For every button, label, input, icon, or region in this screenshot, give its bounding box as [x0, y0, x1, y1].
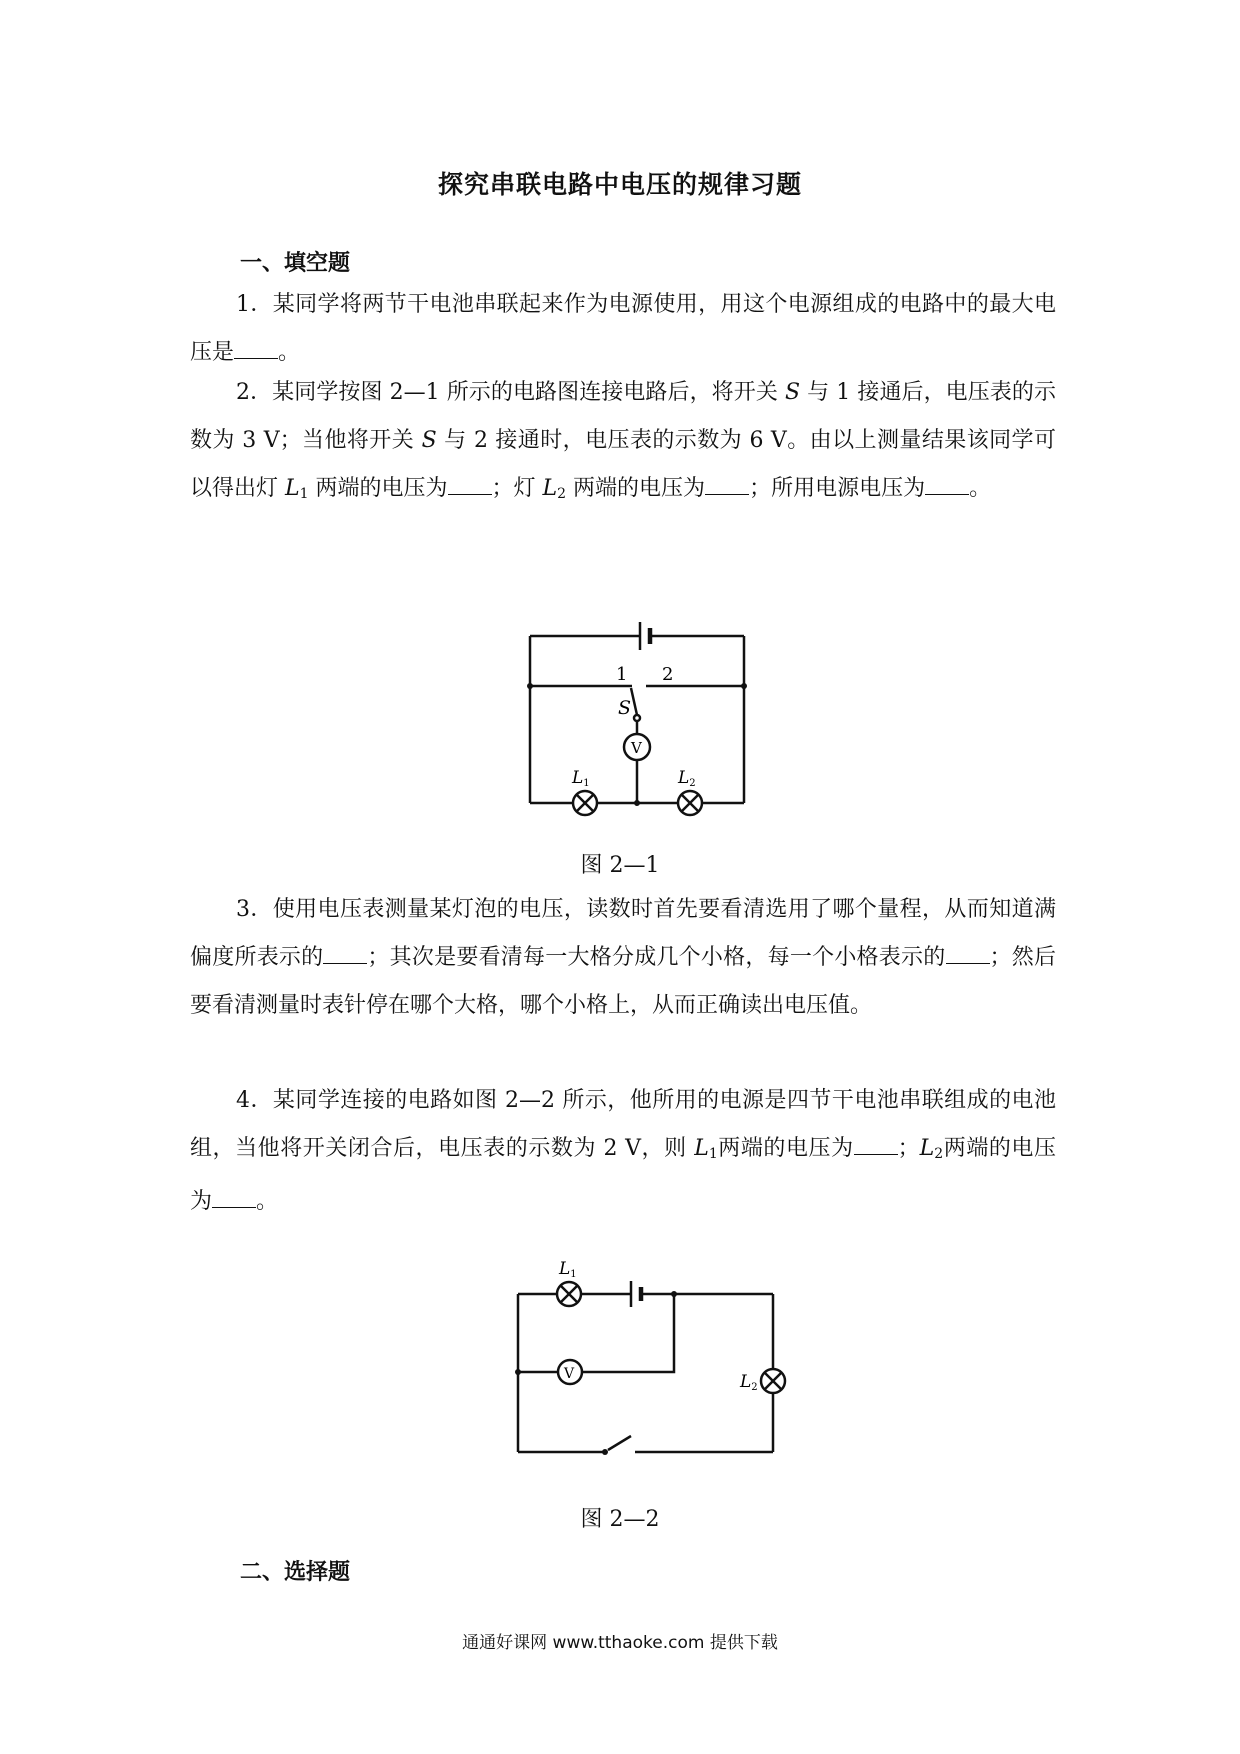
q3-text-b: ；其次是要看清每一大格分成几个小格，每一个小格表示的 — [367, 945, 946, 970]
q4-end: 。 — [256, 1189, 279, 1214]
fig1-voltmeter-label: V — [631, 739, 642, 757]
fig2-switch-blade — [608, 1436, 631, 1450]
q2-end: 。 — [969, 476, 992, 501]
q4-lamp2-sub: 2 — [934, 1146, 944, 1162]
question-2 — [190, 369, 1056, 518]
q2-lamp2-symbol: L — [542, 476, 558, 501]
fig1-terminal-1-label: 1 — [616, 664, 628, 685]
q4-blank-2[interactable] — [212, 1189, 256, 1208]
q2-number: 2． — [236, 380, 273, 405]
q3-number: 3． — [236, 897, 273, 922]
q2-text-a: 某同学按图 2—1 所示的电路图连接电路后，将开关 — [272, 380, 785, 405]
q2-blank-2[interactable] — [705, 476, 749, 495]
q2-text-b: 与 1 接通后，电压表的示数为 3 V；当他将开关 — [190, 380, 1056, 453]
fig2-voltmeter-label: V — [564, 1366, 575, 1382]
q2-switch-symbol-2: S — [421, 428, 437, 453]
fig1-switch-label: S — [618, 697, 632, 719]
q1-end: 。 — [278, 340, 301, 365]
question-3 — [190, 886, 1056, 1030]
fig1-terminal-2-label: 2 — [662, 664, 674, 685]
q3-text-a: 使用电压表测量某灯泡的电压，读数时首先要看清选用了哪个量程，从而知道满偏度所表示的 — [190, 897, 1056, 970]
section-multiple-choice: 二、选择题 — [240, 1560, 351, 1585]
q2-text-e: ；灯 — [491, 476, 543, 501]
fig2-voltmeter-branch — [518, 1294, 674, 1372]
q2-blank-1[interactable] — [448, 476, 492, 495]
q4-lamp1-sub: 1 — [708, 1146, 718, 1162]
q4-lamp1-symbol: L — [694, 1136, 709, 1161]
q4-text-a: 某同学连接的电路如图 2—2 所示，他所用的电源是四节干电池串联组成的电池组，当他将开关闭合后，电压表的示数为 2 V，则 — [190, 1088, 1057, 1161]
q2-blank-3[interactable] — [925, 476, 969, 495]
page-footer: 通通好课网 www.tthaoke.com 提供下载 — [462, 1633, 778, 1653]
q4-number: 4． — [236, 1088, 273, 1113]
q4-blank-1[interactable] — [854, 1136, 898, 1155]
page-title: 探究串联电路中电压的规律习题 — [437, 170, 802, 199]
section-fill-in-blank: 一、填空题 — [240, 251, 351, 276]
fig2-lamp-1-label: L1 — [559, 1259, 577, 1280]
q2-text-g: ；所用电源电压为 — [749, 476, 926, 501]
q3-blank-2[interactable] — [946, 945, 990, 964]
figure-2-1-caption: 图 2—1 — [580, 853, 660, 878]
fig1-switch-blade — [631, 688, 637, 715]
q1-text: 某同学将两节干电池串联起来作为电源使用，用这个电源组成的电路中的最大电压是 — [190, 292, 1056, 365]
fig1-lamp-1-label: L1 — [572, 768, 590, 789]
fig1-lamp-2-label: L2 — [678, 768, 696, 789]
q2-lamp2-sub: 2 — [557, 486, 567, 502]
q1-blank[interactable] — [234, 340, 278, 359]
figure-2-2-caption: 图 2—2 — [580, 1507, 660, 1532]
q1-number: 1． — [236, 292, 273, 317]
q4-text-c: ； — [897, 1136, 920, 1161]
q4-lamp2-symbol: L — [919, 1136, 935, 1161]
q2-switch-symbol: S — [784, 380, 801, 405]
circuit-figure-2-2 — [498, 1250, 798, 1480]
q4-text-b: 两端的电压为 — [717, 1136, 854, 1161]
question-4 — [190, 1077, 1056, 1226]
circuit-figure-2-1 — [520, 618, 790, 828]
q2-lamp1-sub: 1 — [299, 486, 309, 502]
q2-text-f: 两端的电压为 — [566, 476, 706, 501]
q2-text-d: 两端的电压为 — [308, 476, 448, 501]
q3-text-c: ；然后要看清测量时表针停在哪个大格，哪个小格上，从而正确读出电压值。 — [190, 945, 1056, 1018]
fig2-lamp-2-label: L2 — [740, 1372, 758, 1393]
q4-text-d: 两端的电压为 — [190, 1136, 1056, 1214]
q2-text-c: 与 2 接通时，电压表的示数为 6 V。由以上测量结果该同学可以得出灯 — [190, 428, 1056, 501]
q2-lamp1-symbol: L — [285, 476, 300, 501]
q3-blank-1[interactable] — [323, 945, 367, 964]
question-1 — [190, 281, 1056, 377]
